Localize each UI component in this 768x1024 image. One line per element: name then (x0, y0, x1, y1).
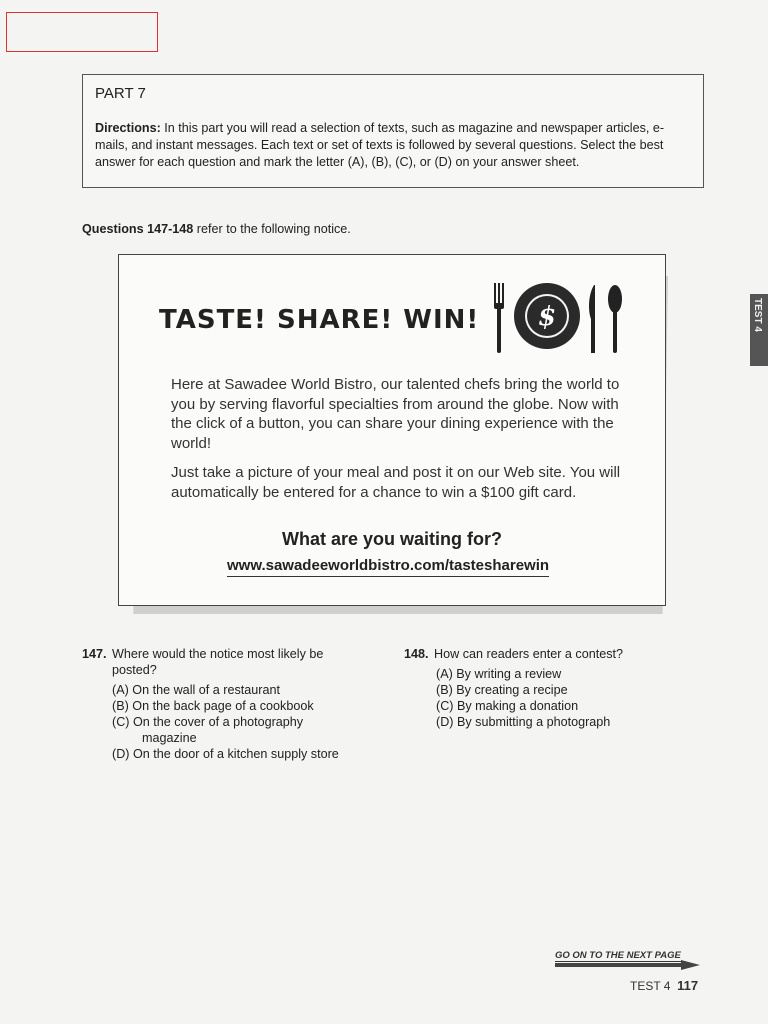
dollar-sign: $ (537, 302, 557, 332)
page-footer (630, 978, 698, 993)
directions-box (82, 74, 704, 188)
option-a: (A) On the wall of a restaurant (112, 683, 280, 697)
arrow-right-icon (555, 960, 700, 970)
question-148 (404, 646, 704, 730)
option-c: (C) By making a donation (436, 699, 579, 713)
question-reference (82, 222, 351, 236)
option-c-continued: magazine (142, 731, 197, 745)
call-to-action: What are you waiting for? (281, 529, 502, 549)
option-d: (D) By submitting a photograph (436, 715, 611, 729)
spoon-icon (608, 285, 622, 353)
question-text: How can readers enter a contest? (434, 647, 624, 661)
page-number: 117 (677, 978, 699, 993)
question-range: Questions 147-148 (82, 222, 194, 236)
question-147 (82, 646, 372, 762)
option-a: (A) By writing a review (436, 667, 562, 681)
notice-paragraph-2: Just take a picture of your meal and post it on our Web site. You will automatically be entered for a chance to win a $100 gift card. (171, 464, 621, 501)
notice-title: TASTE! SHARE! WIN! (159, 305, 480, 335)
directions (95, 120, 691, 171)
side-tab-label: TEST 4 (752, 298, 763, 332)
option-d: (D) On the door of a kitchen supply store (112, 747, 339, 761)
option-c: (C) On the cover of a photography (112, 715, 304, 729)
directions-text: In this part you will read a selection of texts, such as magazine and newspaper articles, e-mails, and instant messages. Each text or set of texts is followed by several questions. Select the best answer for each question and mark the letter (A), (B), (C), or (D) on your answer sheet. (95, 121, 665, 169)
fork-plate-spoon-icon (491, 281, 639, 355)
directions-label: Directions: (95, 121, 161, 135)
fork-icon (494, 283, 504, 353)
answer-options (112, 682, 372, 762)
question-text: Where would the notice most likely be posted? (112, 647, 324, 677)
question-number: 147. (82, 647, 107, 661)
question-number: 148. (404, 647, 429, 661)
next-page-label: GO ON TO THE NEXT PAGE (555, 950, 681, 961)
annotation-box (6, 12, 158, 52)
option-b: (B) On the back page of a cookbook (112, 699, 314, 713)
part-title: PART 7 (95, 85, 146, 102)
question-ref-text: refer to the following notice. (193, 222, 351, 236)
knife-icon (589, 285, 595, 353)
notice (118, 254, 666, 606)
plate-icon (514, 283, 580, 349)
option-b: (B) By creating a recipe (436, 683, 568, 697)
website-url[interactable]: www.sawadeeworldbistro.com/tastesharewin (227, 557, 549, 577)
test-label: TEST 4 (630, 979, 671, 993)
notice-paragraph-1: Here at Sawadee World Bistro, our talented chefs bring the world to you by serving flavorful specialties from around the globe. Now with the click of a button, you can share your dining experience with the world! (171, 376, 620, 452)
answer-options (436, 666, 704, 730)
